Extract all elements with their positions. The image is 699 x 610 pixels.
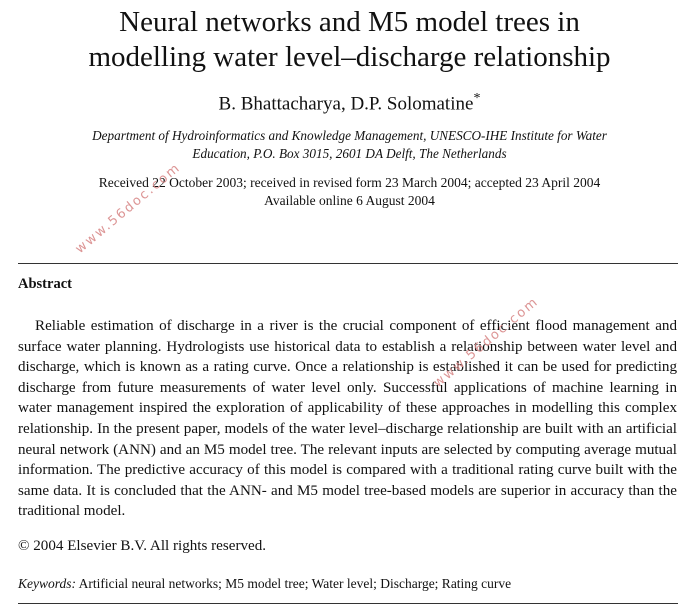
affiliation bbox=[34, 127, 665, 163]
author-names: B. Bhattacharya, D.P. Solomatine bbox=[218, 93, 474, 115]
copyright-line: © 2004 Elsevier B.V. All rights reserved. bbox=[18, 538, 267, 554]
bottom-divider bbox=[18, 603, 678, 604]
title-line-1: Neural networks and M5 model trees in bbox=[119, 6, 580, 38]
top-divider bbox=[18, 263, 678, 264]
watermark-right: www.56doc.com bbox=[430, 294, 542, 391]
received-dates: Received 22 October 2003; received in revised form 23 March 2004; accepted 23 April 2004 bbox=[98, 175, 601, 191]
authors bbox=[0, 91, 699, 115]
article-dates bbox=[0, 174, 699, 210]
paper-title bbox=[0, 5, 699, 75]
abstract-heading: Abstract bbox=[18, 276, 72, 292]
affiliation-line-1: Department of Hydroinformatics and Knowledge Management, UNESCO-IHE Institute for Water bbox=[92, 128, 607, 144]
affiliation-line-2: Education, P.O. Box 3015, 2601 DA Delft, The Netherlands bbox=[192, 146, 507, 162]
keywords-list: Artificial neural networks; M5 model tree; Water level; Discharge; Rating curve bbox=[78, 576, 512, 591]
title-line-2: modelling water level–discharge relationship bbox=[88, 41, 611, 73]
watermark-left: www.56doc.com bbox=[72, 160, 184, 257]
abstract-paragraph: Reliable estimation of discharge in a river is the crucial component of efficient flood management and surface water planning. Hydrologists use historical data to establish a relationship between water level and discharge, which is known as a rating curve. Once a relationship is established it can be used for predicting discharge from future measurements of water level only. Successful applications of machine learning in water management inspired the exploration of applicability of these approaches in modelling this complex relationship. In the present paper, models of the water level–discharge relationship are built with an artificial neural network (ANN) and an M5 model tree. The relevant inputs are selected by computing average mutual information. The predictive accuracy of this model is compared with a traditional rating curve built with the same data. It is concluded that the ANN- and M5 model tree-based models are superior in accuracy than the traditional model. bbox=[18, 318, 677, 520]
keywords bbox=[18, 576, 511, 592]
online-date: Available online 6 August 2004 bbox=[264, 193, 435, 209]
corresponding-author-mark: * bbox=[473, 91, 481, 106]
keywords-label: Keywords: bbox=[18, 576, 76, 591]
abstract-text bbox=[18, 316, 677, 522]
